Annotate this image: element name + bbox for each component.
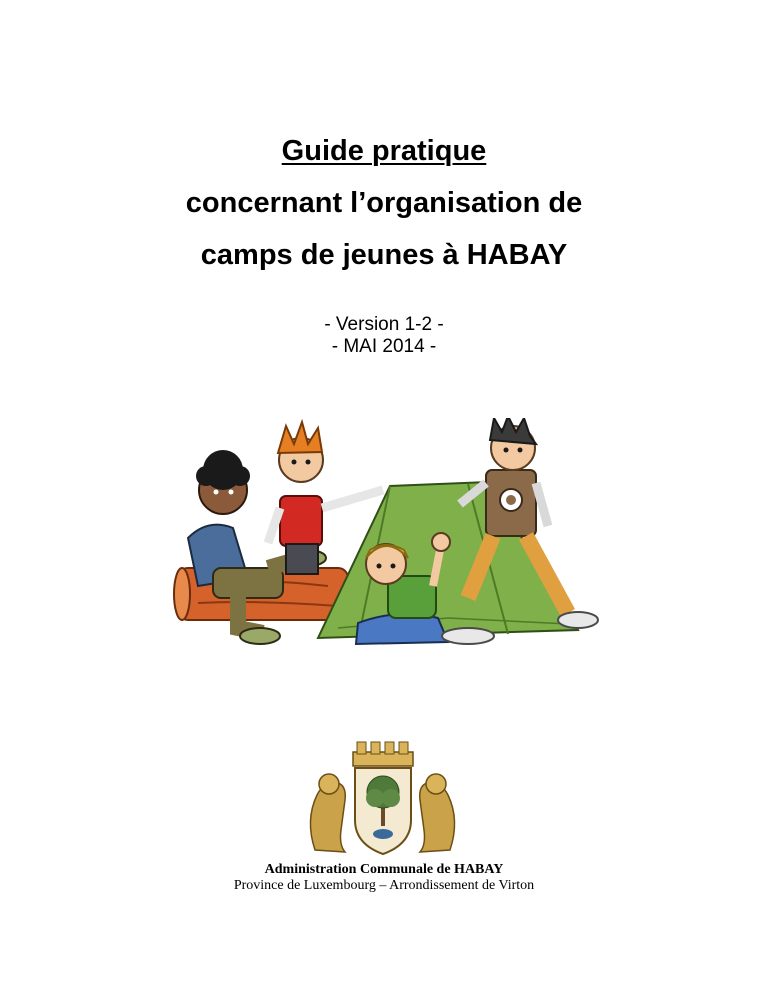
crest-crown [353, 742, 413, 766]
crest-lion-right [420, 774, 455, 852]
camping-kids-illustration [168, 418, 608, 658]
date-label: - MAI 2014 - [331, 336, 437, 357]
province-label: Province de Luxembourg – Arrondissement de Virton [233, 878, 535, 893]
title-line-2: concernant l’organisation de [185, 187, 583, 219]
crest-shield [355, 768, 411, 854]
title-line-1: Guide pratique [281, 135, 487, 167]
administration-label: Administration Communale de HABAY [264, 862, 504, 877]
version-label: - Version 1-2 - [324, 314, 444, 335]
crest-lion-left [310, 774, 345, 852]
title-line-3: camps de jeunes à HABAY [200, 239, 568, 271]
habay-crest-emblem [295, 740, 470, 860]
